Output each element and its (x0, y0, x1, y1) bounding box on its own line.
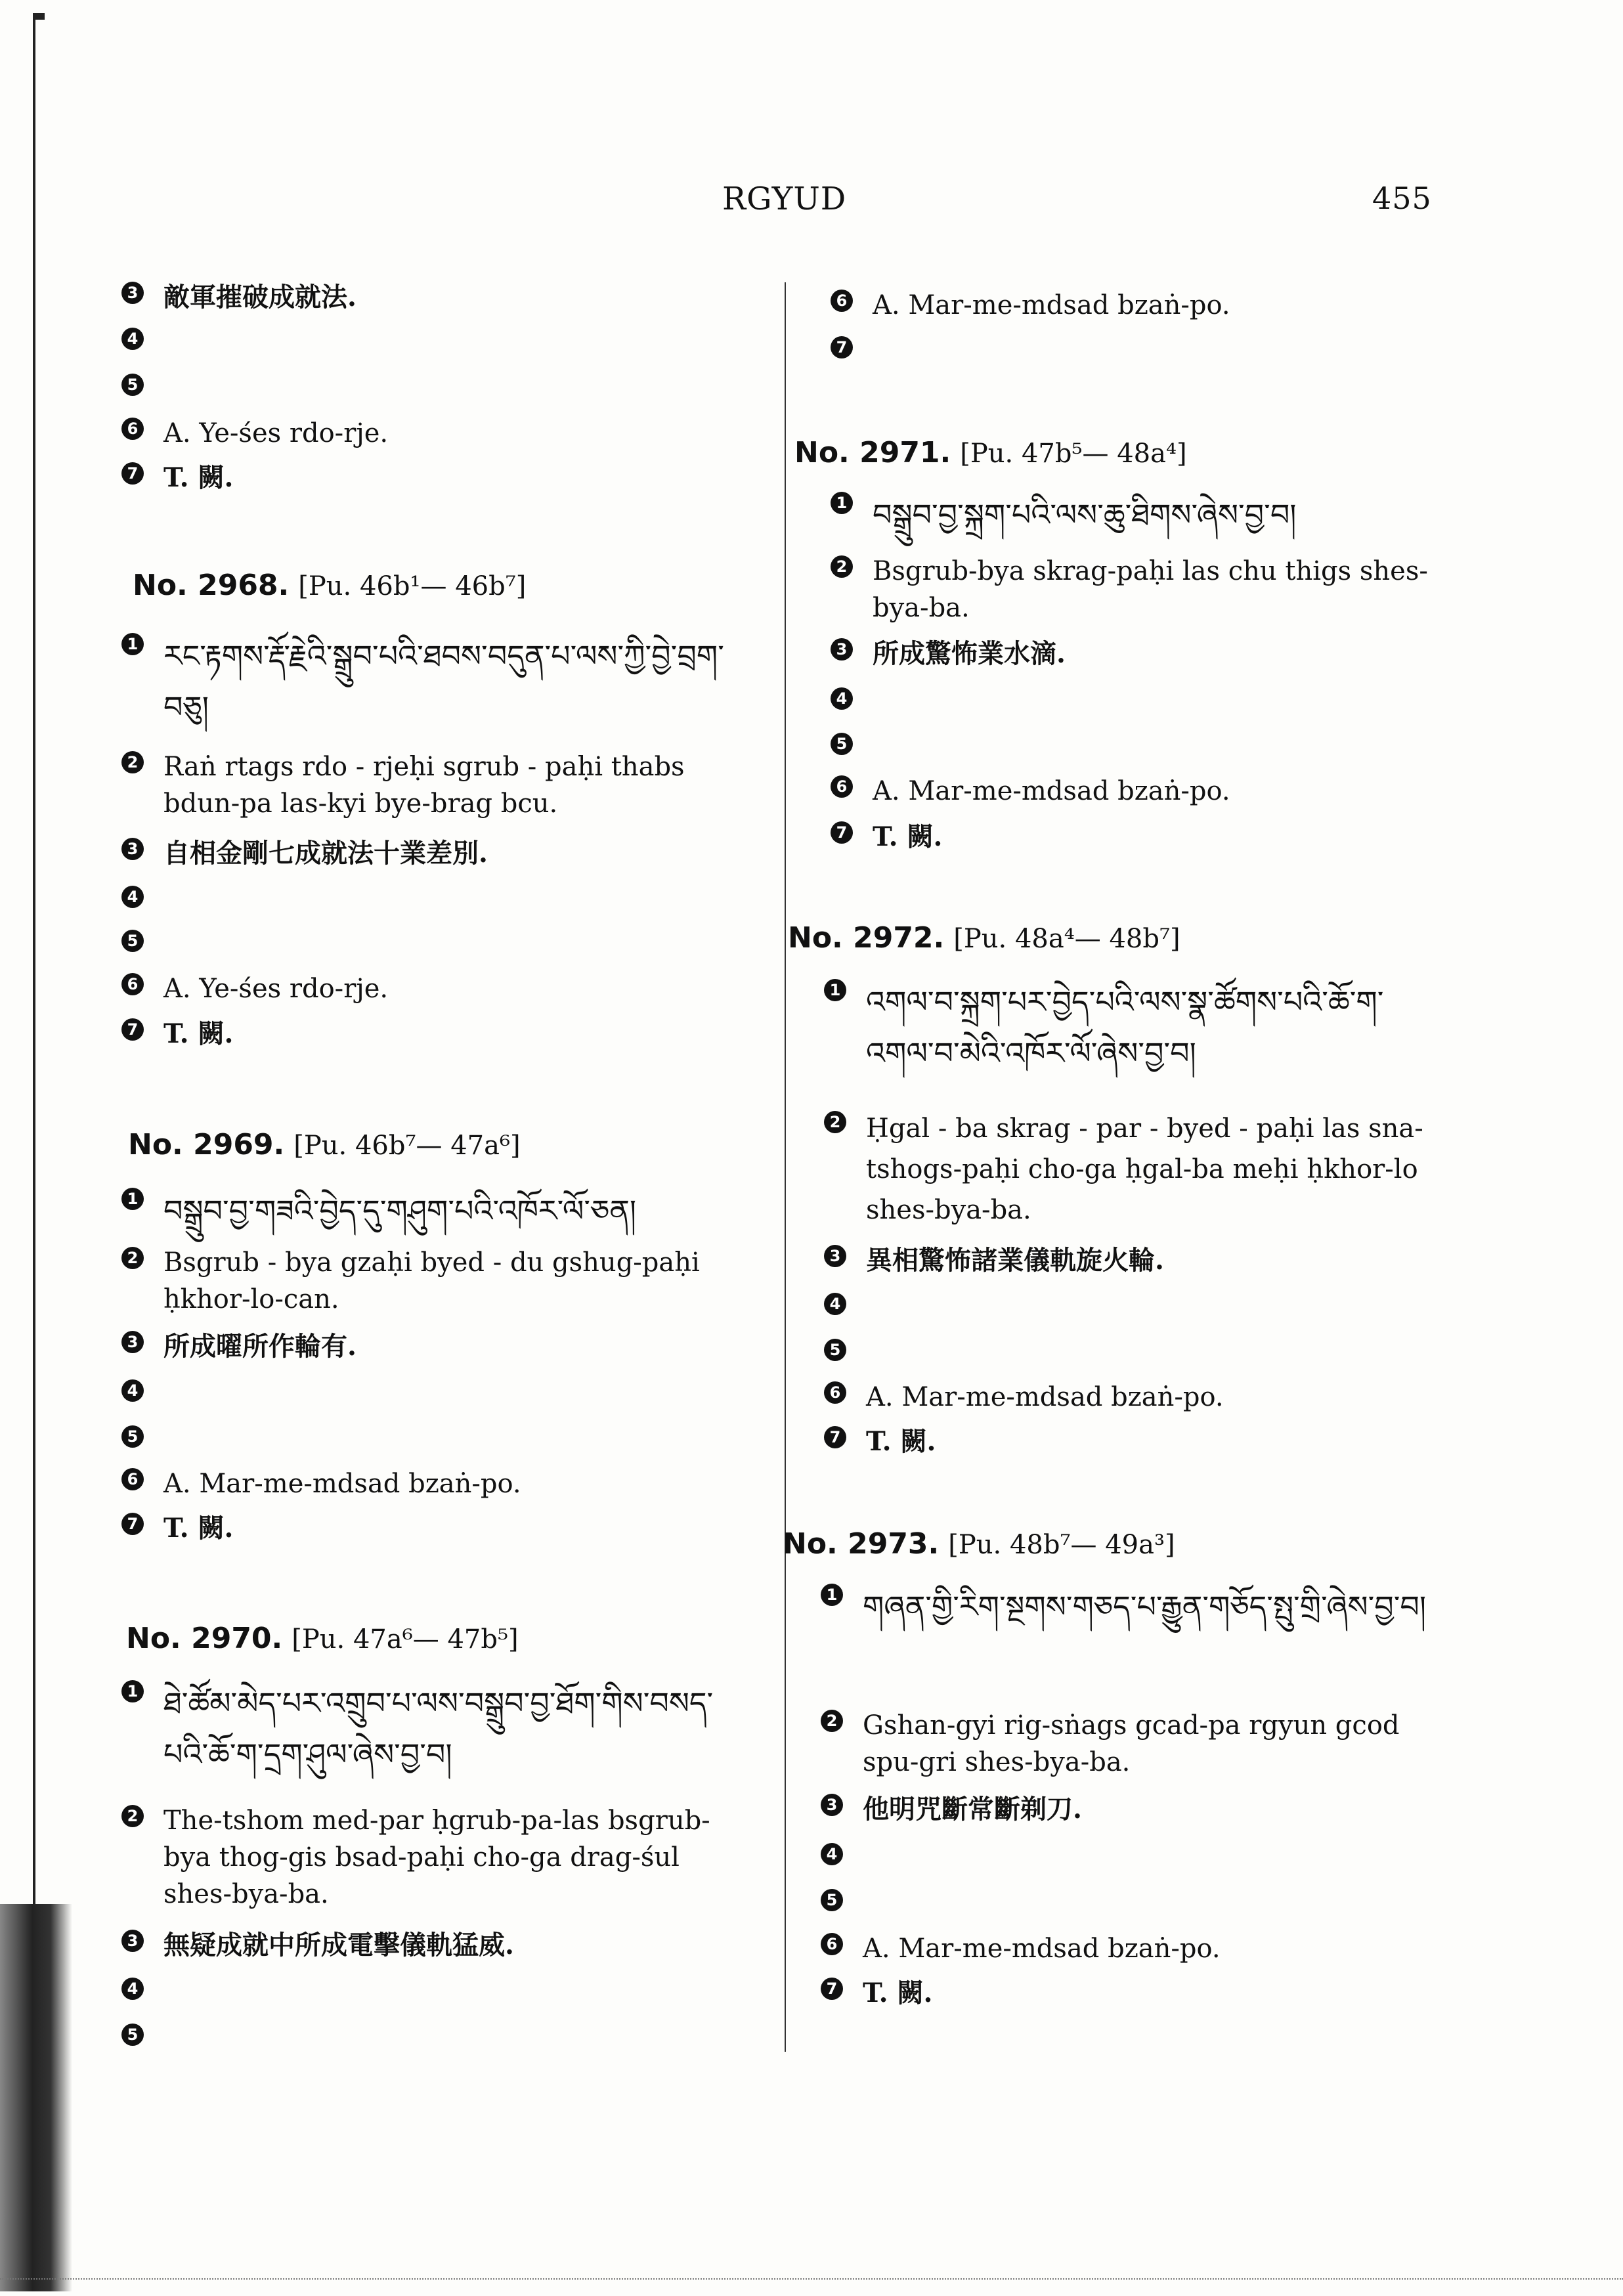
circled-number-marker: 2 (831, 555, 853, 578)
entry-reference: [Pu. 47b⁵— 48a⁴] (960, 439, 1187, 469)
circled-number-marker: 6 (121, 973, 144, 995)
item-text: Raṅ rtags rdo - rjeḥi sgrub - paḥi thabs bdun-pa las-kyi bye-brag bcu. (163, 752, 685, 819)
list-item (121, 2021, 144, 2046)
circled-number-marker: 5 (121, 1425, 144, 1448)
entry-reference: [Pu. 48a⁴— 48b⁷] (953, 924, 1180, 954)
circled-number-marker: 7 (831, 336, 853, 358)
entry-heading (133, 569, 526, 602)
list-item (831, 685, 853, 710)
circled-number-marker: 2 (121, 751, 144, 773)
list-item (821, 1840, 843, 1865)
circled-number-marker: 7 (121, 462, 144, 485)
item-text: 無疑成就中所成電擊儀軌猛威. (163, 1930, 514, 1960)
circled-number-marker: 6 (831, 290, 853, 312)
circled-number-marker: 2 (121, 1247, 144, 1269)
entry-heading (128, 1128, 521, 1161)
scan-margin-hook (33, 13, 45, 20)
item-text: T. 闕. (163, 462, 234, 493)
circled-number-marker: 4 (821, 1843, 843, 1865)
page-title: RGYUD (722, 181, 847, 217)
item-text: Bsgrub - bya gzaḥi byed - du gshug-paḥi ḥkhor-lo-can. (163, 1247, 700, 1314)
circled-number-marker: 7 (821, 1978, 843, 2000)
item-text: Bsgrub-bya skrag-paḥi las chu thigs shes-bya-ba. (873, 556, 1428, 623)
item-text: A. Ye-śes rdo-rje. (163, 974, 389, 1004)
list-item (121, 1678, 735, 1780)
circled-number-marker: 5 (831, 733, 853, 755)
circled-number-marker: 6 (824, 1381, 846, 1404)
list-item (824, 976, 1437, 1079)
page-number: 455 (1372, 181, 1432, 216)
entry-number: No. 2972. (788, 921, 945, 955)
circled-number-marker: 3 (121, 1331, 144, 1353)
circled-number-marker: 1 (121, 633, 144, 655)
list-item (821, 1581, 1434, 1632)
entry-heading (788, 921, 1180, 955)
circled-number-marker: 6 (831, 775, 853, 798)
circled-number-marker: 3 (121, 282, 144, 304)
tibetan-title: བསྒྲུབ་བྱ་སྐྲག་པའི་ལས་ཆུ་ཐིགས་ཞེས་བྱ་བ། (873, 497, 1297, 532)
scan-edge-shadow (0, 1904, 72, 2291)
entry-number: No. 2968. (133, 569, 290, 602)
circled-number-marker: 4 (121, 1379, 144, 1402)
list-item (121, 1510, 233, 1547)
entry-heading (783, 1527, 1175, 1561)
circled-number-marker: 4 (121, 1978, 144, 2000)
entry-reference: [Pu. 48b⁷— 49a³] (948, 1530, 1175, 1560)
circled-number-marker: 4 (824, 1293, 846, 1315)
circled-number-marker: 1 (121, 1680, 144, 1702)
tibetan-title: རང་རྟགས་རྡོ་རྗེའི་སྒྲུབ་པའི་ཐབས་བདུན་པ་ལས་ཀྱི་བྱེ་བྲག་བཅུ། (163, 638, 724, 725)
item-text: A. Mar-me-mdsad bzaṅ-po. (873, 290, 1230, 320)
item-text: 異相驚怖諸業儀軌旋火輪. (866, 1245, 1164, 1276)
list-item (824, 1423, 936, 1460)
list-item (121, 835, 488, 872)
circled-number-marker: 2 (821, 1710, 843, 1732)
item-text: T. 闕. (163, 1018, 234, 1049)
column-divider (785, 282, 786, 2052)
tibetan-title: བསྒྲུབ་བྱ་གཟའི་བྱེད་དུ་གཤུག་པའི་འཁོར་ལོ་ཅན། (163, 1193, 637, 1228)
circled-number-marker: 2 (121, 1805, 144, 1827)
item-text: The-tshom med-par ḥgrub-pa-las bsgrub-bya thog-gis bsad-paḥi cho-ga drag-śul shes-bya-ba. (163, 1806, 710, 1909)
circled-number-marker: 6 (121, 1468, 144, 1490)
circled-number-marker: 4 (831, 687, 853, 710)
list-item (121, 1016, 233, 1052)
list-item (821, 1791, 1082, 1828)
list-item (121, 1975, 144, 2000)
list-item (121, 1377, 144, 1402)
circled-number-marker: 7 (121, 1513, 144, 1535)
list-item (824, 1242, 1164, 1279)
circled-number-marker: 3 (824, 1245, 846, 1267)
circled-number-marker: 1 (824, 979, 846, 1001)
list-item (121, 460, 233, 496)
circled-number-marker: 3 (821, 1794, 843, 1816)
entry-reference: [Pu. 47a⁶— 47b⁵] (292, 1624, 519, 1655)
list-item (831, 489, 1437, 540)
item-text: A. Mar-me-mdsad bzaṅ-po. (163, 1469, 521, 1499)
list-item (824, 1290, 846, 1315)
entry-number: No. 2971. (794, 436, 951, 469)
circled-number-marker: 3 (121, 838, 144, 860)
circled-number-marker: 7 (831, 821, 853, 844)
item-text: 所成曜所作輪有. (163, 1331, 357, 1362)
list-item (831, 773, 1230, 810)
circled-number-marker: 5 (824, 1339, 846, 1361)
list-item (121, 883, 144, 908)
item-text: Ḥgal - ba skrag - par - byed - paḥi las sna-tshogs-paḥi cho-ga ḥgal-ba meḥi ḥkhor-lo shes-bya-ba. (866, 1114, 1423, 1225)
list-item (121, 748, 735, 822)
entry-reference: [Pu. 46b¹— 46b⁷] (298, 571, 527, 601)
list-item (121, 1185, 735, 1236)
list-item (821, 1930, 1221, 1967)
list-item (121, 371, 144, 396)
list-item (121, 970, 388, 1007)
circled-number-marker: 1 (831, 492, 853, 514)
list-item (824, 1336, 846, 1361)
item-text: 敵軍摧破成就法. (163, 282, 357, 313)
circled-number-marker: 5 (121, 930, 144, 952)
list-item (831, 287, 1230, 324)
item-text: 所成驚怖業水滴. (873, 638, 1066, 669)
list-item (824, 1108, 1437, 1230)
circled-number-marker: 4 (121, 886, 144, 908)
item-text: Gshan-gyi rig-sṅags gcad-pa rgyun gcod spu-gri shes-bya-ba. (863, 1710, 1400, 1777)
item-text: T. 闕. (863, 1978, 933, 2008)
list-item (121, 1802, 735, 1913)
list-item (121, 927, 144, 952)
list-item (821, 1886, 843, 1911)
circled-number-marker: 6 (821, 1933, 843, 1955)
circled-number-marker: 5 (821, 1889, 843, 1911)
list-item (824, 1379, 1224, 1416)
list-item (831, 819, 942, 856)
list-item (121, 415, 388, 452)
list-item (121, 1423, 144, 1448)
scan-bottom-edge (0, 2278, 1623, 2281)
circled-number-marker: 5 (121, 2024, 144, 2046)
entry-reference: [Pu. 46b⁷— 47a⁶] (293, 1131, 521, 1161)
list-item (121, 279, 357, 316)
item-text: T. 闕. (163, 1513, 234, 1544)
circled-number-marker: 4 (121, 328, 144, 350)
list-item (821, 1975, 932, 2012)
item-text: A. Ye-śes rdo-rje. (163, 418, 389, 448)
list-item (121, 630, 735, 733)
item-text: A. Mar-me-mdsad bzaṅ-po. (873, 776, 1230, 806)
tibetan-title: གཞན་གྱི་རིག་སྔགས་གཅད་པ་རྒྱུན་གཅོད་སྤུ་གྲི་ཞེས་བྱ་བ། (863, 1589, 1427, 1624)
circled-number-marker: 2 (824, 1111, 846, 1133)
list-item (121, 1927, 514, 1964)
item-text: A. Mar-me-mdsad bzaṅ-po. (866, 1382, 1224, 1412)
list-item (121, 1244, 735, 1318)
list-item (831, 636, 1066, 672)
circled-number-marker: 5 (121, 374, 144, 396)
circled-number-marker: 1 (121, 1188, 144, 1210)
entry-heading (126, 1622, 519, 1655)
tibetan-title: འགལ་བ་སྐྲག་པར་བྱེད་པའི་ལས་སྣ་ཚོགས་པའི་ཆོ་ག་འགལ་བ་མེའི་འཁོར་ལོ་ཞེས་བྱ་བ། (866, 984, 1384, 1071)
circled-number-marker: 7 (121, 1018, 144, 1041)
list-item (121, 1328, 357, 1365)
list-item (831, 553, 1437, 626)
item-text: A. Mar-me-mdsad bzaṅ-po. (863, 1934, 1221, 1964)
entry-heading (794, 436, 1187, 469)
item-text: T. 闕. (873, 821, 943, 852)
entry-number: No. 2973. (783, 1527, 940, 1561)
item-text: T. 闕. (866, 1426, 936, 1457)
circled-number-marker: 3 (121, 1930, 144, 1952)
entry-number: No. 2970. (126, 1622, 283, 1655)
list-item (831, 730, 853, 755)
circled-number-marker: 7 (824, 1426, 846, 1448)
item-text: 自相金剛七成就法十業差別. (163, 838, 488, 869)
entry-number: No. 2969. (128, 1128, 285, 1161)
list-item (831, 334, 853, 358)
list-item (121, 1465, 521, 1502)
list-item (121, 325, 144, 350)
item-text: 他明咒斷常斷剃刀. (863, 1794, 1082, 1825)
circled-number-marker: 6 (121, 418, 144, 440)
list-item (821, 1707, 1434, 1781)
circled-number-marker: 3 (831, 638, 853, 661)
circled-number-marker: 1 (821, 1584, 843, 1606)
tibetan-title: ཐེ་ཚོམ་མེད་པར་འགྲུབ་པ་ལས་བསྒྲུབ་བྱ་ཐོག་གིས་བསད་པའི་ཆོ་ག་དྲག་ཤུལ་ཞེས་བྱ་བ། (163, 1685, 714, 1772)
